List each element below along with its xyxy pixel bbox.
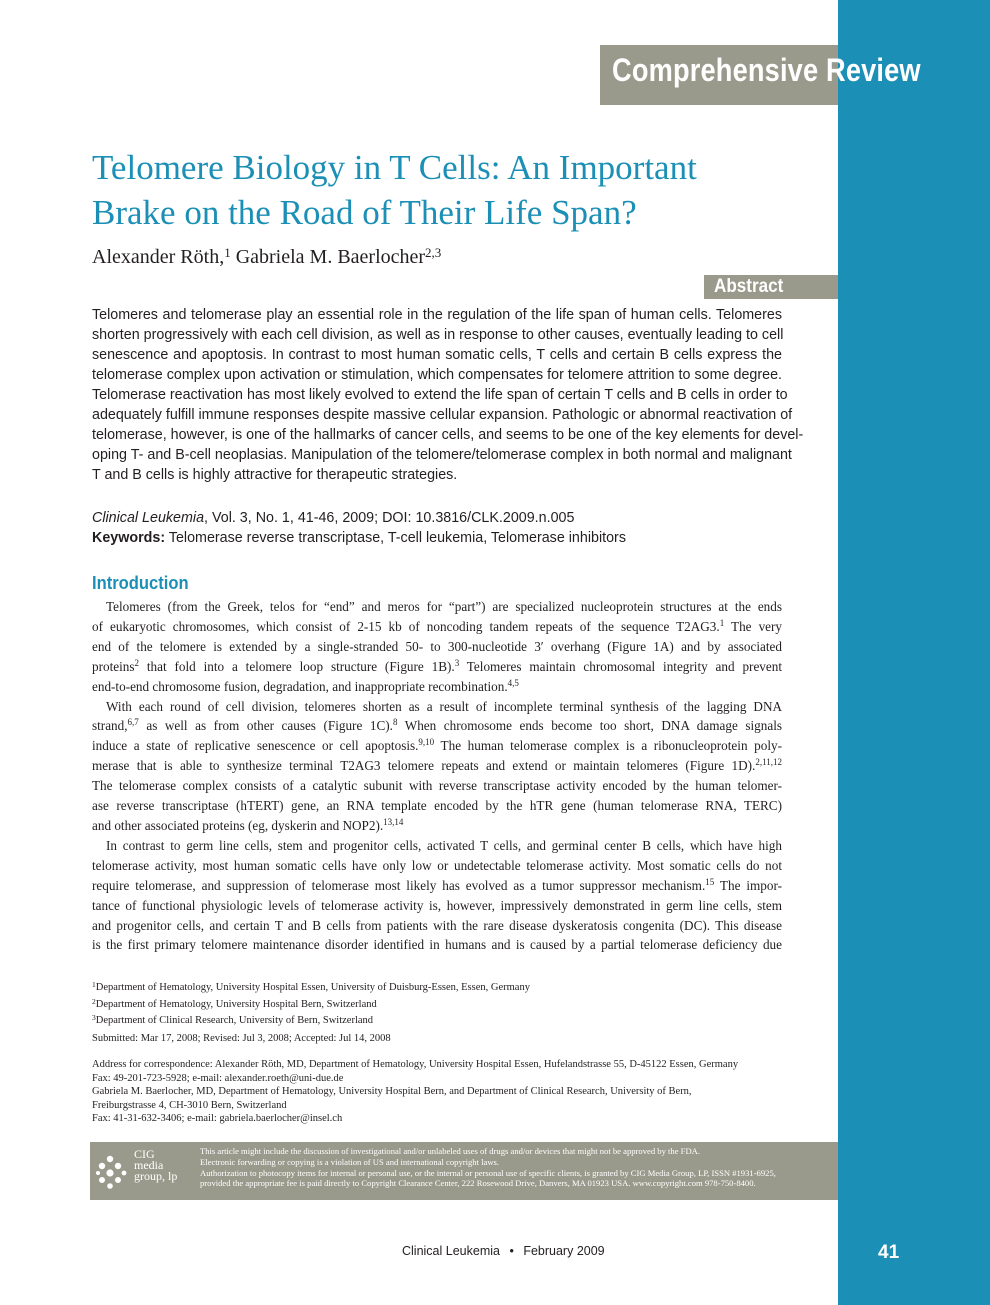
abstract-line: adequately fulfill immune responses despite massive cellular expansion. Pathologic or abnormal reactivation of [92,407,793,423]
body-line: With each round of cell division, telomeres shorten as a result of incomplete terminal synthesis of the lagging DNA [106,698,782,714]
body-line: induce a state of replicative senescence or cell apoptosis.$^{9,10}$ The human telomerase complex is a ribonucleoprotein poly- [92,737,782,754]
reference-sup: 6,7 [127,717,139,728]
reference-sup: 2,11,12 [755,757,782,768]
body-line: The telomerase complex consists of a catalytic subunit with reverse transcriptase activity encoded by the human telomer- [92,778,782,794]
body-line: In contrast to germ line cells, stem and progenitor cells, activated T cells, and germinal center B cells, which have high [106,837,782,853]
address-line: Fax: 49-201-723-5928; e-mail: alexander.roeth@uni-due.de [92,1072,344,1084]
body-line: end of the telomere is extended by a single-stranded 50- to 300-nucleotide 3′ overhang (Figure 1A) and by associated [92,638,782,654]
reference-sup: 9,10 [418,737,435,748]
legal-line: This article might include the discussion of investigational and/or unlabeled uses of drugs and/or devices that might not be approved by the FDA. [200,1146,701,1156]
author-2-affiliation: 2,3 [425,245,442,260]
address-line: Fax: 41-31-632-3406; e-mail: gabriela.baerlocher@insel.ch [92,1113,343,1124]
affiliation-2: $^2$Department of Hematology, University Hospital Bern, Switzerland [92,996,377,1010]
affiliations [92,978,792,1028]
citation-journal: Clinical Leukemia [92,510,205,526]
author-2: Gabriela M. Baerlocher [235,246,426,268]
reference-sup: 3 [454,657,460,668]
cig-logo-text: CIG media group, lp [134,1147,178,1183]
legal-line: Electronic forwarding or copying is a violation of US and international copyright laws. [200,1156,500,1167]
abstract-text [92,305,804,485]
title-line-1: Telomere Biology in T Cells: An Important [92,148,697,187]
footer-separator: • [509,1244,514,1258]
reference-sup: 8 [392,717,398,728]
keywords-line [92,528,792,548]
citation-line [92,508,792,528]
abstract-line: telomerase complex upon activation or stimulation, which compensates for telomere attrition to some degree. [92,367,782,383]
article-title [92,145,822,235]
citation-details: , Vol. 3, No. 1, 41-46, 2009; DOI: 10.3816/CLK.2009.n.005 [204,510,575,526]
title-line-2: Brake on the Road of Their Life Span? [92,193,637,232]
address-line: Address for correspondence: Alexander Röth, MD, Department of Hematology, University Hospital Essen, Hufelandstrasse 55, D-45122 Essen, Germany [92,1059,739,1070]
footer-journal: Clinical Leukemia [402,1244,500,1258]
keywords-label: Keywords: [92,530,166,546]
submission-dates: Submitted: Mar 17, 2008; Revised: Jul 3, 2008; Accepted: Jul 14, 2008 [92,1033,391,1044]
body-line: strand,$^{6,7}$ as well as from other causes (Figure 1C).$^8$ When chromosome ends become too short, DNA damage signals [92,717,782,734]
legal-line: Authorization to photocopy items for internal or personal use, or the internal or personal use of specific clients, is granted by CIG Media Group, LP, ISSN #1931-6925, [200,1167,776,1178]
keywords-text: Telomerase reverse transcriptase, T-cell leukemia, Telomerase inhibitors [165,530,626,546]
section-label: Comprehensive Review [612,52,921,88]
body-line: end-to-end chromosome fusion, degradation, and inappropriate recombination.$^{4,5}$ [92,677,519,694]
reference-sup: 15 [705,876,715,887]
reference-sup: 1 [719,617,725,628]
reference-sup: 2 [134,657,139,668]
side-color-bar [838,0,990,1305]
author-1-affiliation: 1 [224,245,231,260]
body-line: of eukaryotic chromosomes, which consist of 2-15 kb of noncoding tandem repeats of the sequence T2AG3.$^1$ The very [92,617,782,634]
affiliation-3: $^3$Department of Clinical Research, University of Bern, Switzerland [92,1013,374,1026]
body-line: telomerase activity, most human somatic cells have only low or undetectable telomerase activity. Most somatic cells do not [92,857,782,873]
legal-text [200,1146,830,1189]
body-line: Telomeres (from the Greek, telos for “end” and meros for “part”) are specialized nucleoprotein structures at the ends [106,599,782,614]
body-line: merase that is able to synthesize terminal T2AG3 telomere repeats and extend or maintain telomeres (Figure 1D).$^{2,11,12}$ [92,757,782,774]
abstract-line: Telomerase reactivation has most likely evolved to extend the life span of certain T cells and B cells in order to [92,387,788,403]
body-line: is the first primary telomere maintenance disorder identified in humans and is caused by a partial telomerase deficiency due [92,937,782,953]
abstract-line: T and B cells is highly attractive for therapeutic strategies. [92,467,458,483]
affiliation-1: $^1$Department of Hematology, University Hospital Essen, University of Duisburg-Essen, Essen, Germany [92,980,530,993]
address-line: Gabriela M. Baerlocher, MD, Department of Hematology, University Hospital Bern, and Department of Clinical Research, University of Bern, [92,1086,692,1097]
abstract-line: oping T- and B-cell neoplasias. Manipulation of the telomere/telomerase complex in both normal and malignant [92,447,792,463]
abstract-line: senescence and apoptosis. In contrast to most human somatic cells, T cells and certain B cells express the [92,347,782,363]
author-1: Alexander Röth, [92,246,225,268]
reference-sup: 4,5 [507,677,519,688]
page-number: 41 [878,1242,900,1263]
body-line: and other associated proteins (eg, dyskerin and NOP2).$^{13,14}$ [92,816,404,833]
footer-date: February 2009 [523,1244,605,1258]
correspondence-address [92,1058,792,1126]
abstract-label: Abstract [714,276,784,297]
abstract-line: Telomeres and telomerase play an essential role in the regulation of the life span of human cells. Telomeres [92,307,782,323]
body-line: proteins$^2$ that fold into a telomere loop structure (Figure 1B).$^3$ Telomeres maintain chromosomal integrity and prevent [92,657,782,674]
body-line: ase reverse transcriptase (hTERT) gene, an RNA template encoded by the hTR gene (human telomerase RNA, TERC) [92,798,782,814]
abstract-line: telomerase, however, is one of the hallmarks of cancer cells, and seems to be one of the key elements for devel- [92,427,804,443]
body-line: tance of functional physiologic levels of telomerase activity is, however, impressively demonstrated in germ line cells, stem [92,897,782,913]
introduction-heading: Introduction [92,573,189,593]
author-list [92,240,441,270]
abstract-line: shorten progressively with each cell division, as well as in response to other causes, eventually leading to cell [92,327,784,343]
address-line: Freiburgstrasse 4, CH-3010 Bern, Switzerland [92,1099,287,1111]
body-line: and progenitor cells, and certain T and B cells from patients with the rare disease dyskeratosis congenita (DC). This disease [92,917,782,933]
page-footer [402,1244,605,1258]
body-line: require telomerase, and suppression of telomerase most likely has evolved as a tumor suppressor mechanism.$^{15}$ The impor- [92,876,782,893]
introduction-body [92,597,782,955]
citation-block [92,508,792,548]
reference-sup: 13,14 [383,816,404,827]
legal-line: provided the appropriate fee is paid directly to Copyright Clearance Center, 222 Rosewood Drive, Danvers, MA 01923 USA. www.copyright.com 978-750-8400. [200,1178,756,1189]
